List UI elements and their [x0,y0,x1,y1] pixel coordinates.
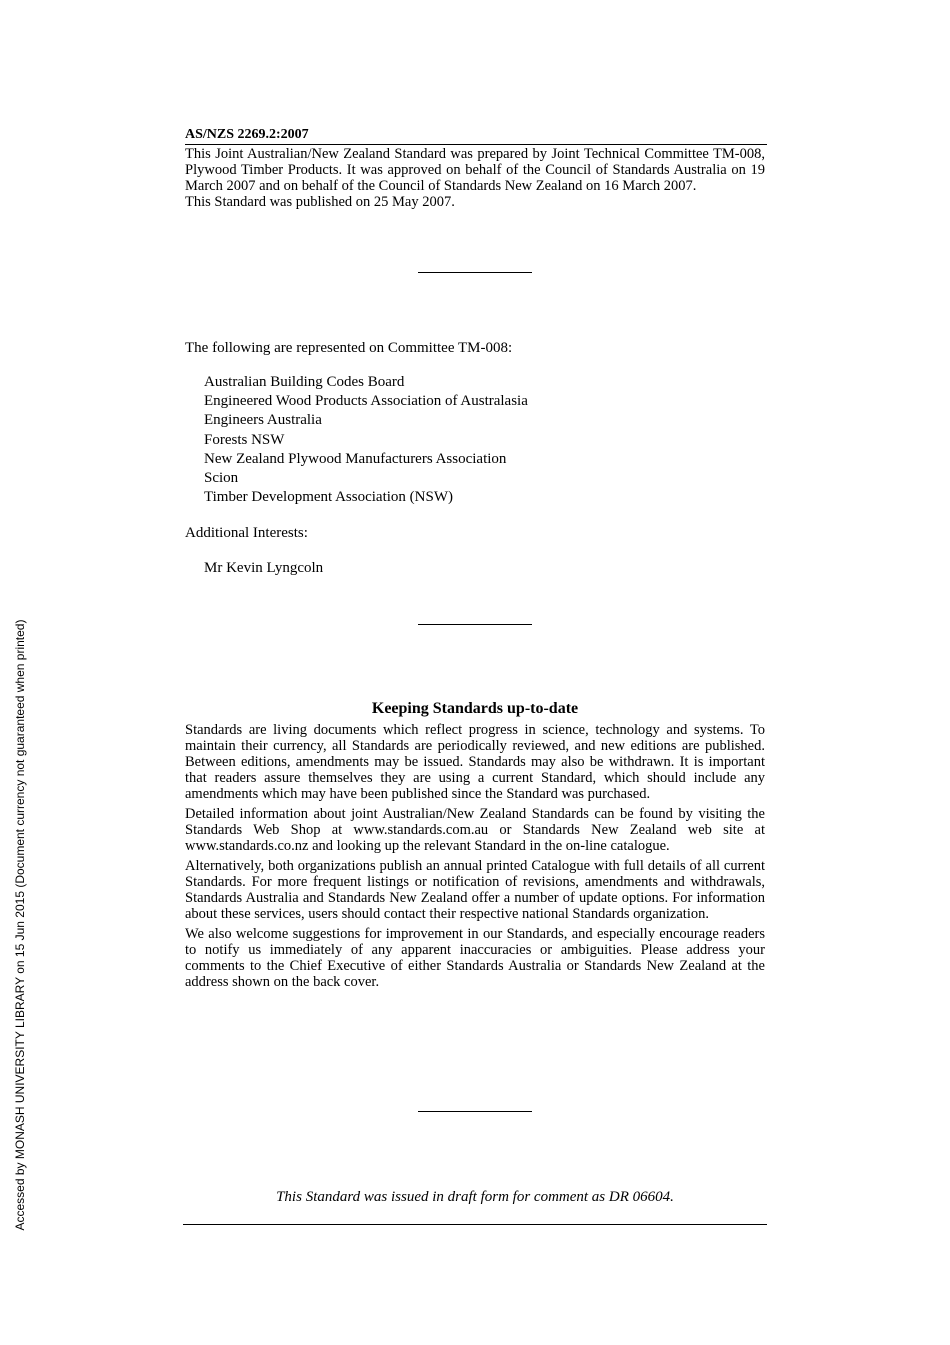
access-watermark: Accessed by MONASH UNIVERSITY LIBRARY on 15 Jun 2015 (Document currency not guaranteed when printed) [13,619,27,1231]
draft-note: This Standard was issued in draft form for comment as DR 06604. [276,1189,674,1205]
publication-date-line: This Standard was published on 25 May 2007. [185,194,455,210]
preparation-statement [185,146,765,210]
body-paragraph: Standards are living documents which reflect progress in science, technology and systems. To maintain their currency, all Standards are periodically reviewed, and new editions are published. Between editions, amendments may be issued. Standards may also be withdrawn. It is important that readers assure themselves they are using a current Standard, which should include any amendments which may have been published since the Standard was purchased. [185,722,765,802]
committee-member: Engineers Australia [204,412,322,429]
section-divider [418,1111,532,1112]
body-paragraph: Alternatively, both organizations publish an annual printed Catalogue with full details of all current Standards. For more frequent listings or notification of revisions, amendments and withdrawals, Standards Australia and Standards New Zealand offer a number of update options. For information about these services, users should contact their respective national Standards organization. [185,858,765,922]
section-divider [418,272,532,273]
committee-member: Engineered Wood Products Association of Australasia [204,393,528,410]
committee-member: New Zealand Plywood Manufacturers Association [204,450,507,467]
section-divider [418,624,532,625]
body-paragraph: Detailed information about joint Australian/New Zealand Standards can be found by visiting the Standards Web Shop at www.standards.com.au or Standards New Zealand web site at www.standards.co.nz and looking up the relevant Standard in the on-line catalogue. [185,806,765,854]
committee-member: Australian Building Codes Board [204,374,405,390]
additional-interest: Mr Kevin Lyngcoln [204,560,324,576]
additional-interests-label: Additional Interests: [185,525,308,541]
committee-member-list [204,373,528,507]
footer-rule [183,1224,767,1225]
document-identifier: AS/NZS 2269.2:2007 [185,127,767,145]
preparation-paragraph: This Joint Australian/New Zealand Standard was prepared by Joint Technical Committee TM-008, Plywood Timber Products. It was approved on behalf of the Council of Standards Australia on 19 March 2007 and on behalf of the Council of Standards New Zealand on 16 March 2007. [185,146,765,194]
committee-intro: The following are represented on Committee TM-008: [185,340,513,356]
committee-member: Timber Development Association (NSW) [204,489,454,506]
committee-member: Scion [204,469,239,486]
keeping-standards-body [185,722,765,994]
keeping-standards-heading: Keeping Standards up-to-date [371,700,579,717]
additional-interests-list [204,559,323,577]
committee-member: Forests NSW [204,431,285,448]
body-paragraph: We also welcome suggestions for improvement in our Standards, and especially encourage readers to notify us immediately of any apparent inaccuracies or ambiguities. Please address your comments to the Chief Executive of either Standards Australia or Standards New Zealand at the address shown on the back cover. [185,926,765,990]
